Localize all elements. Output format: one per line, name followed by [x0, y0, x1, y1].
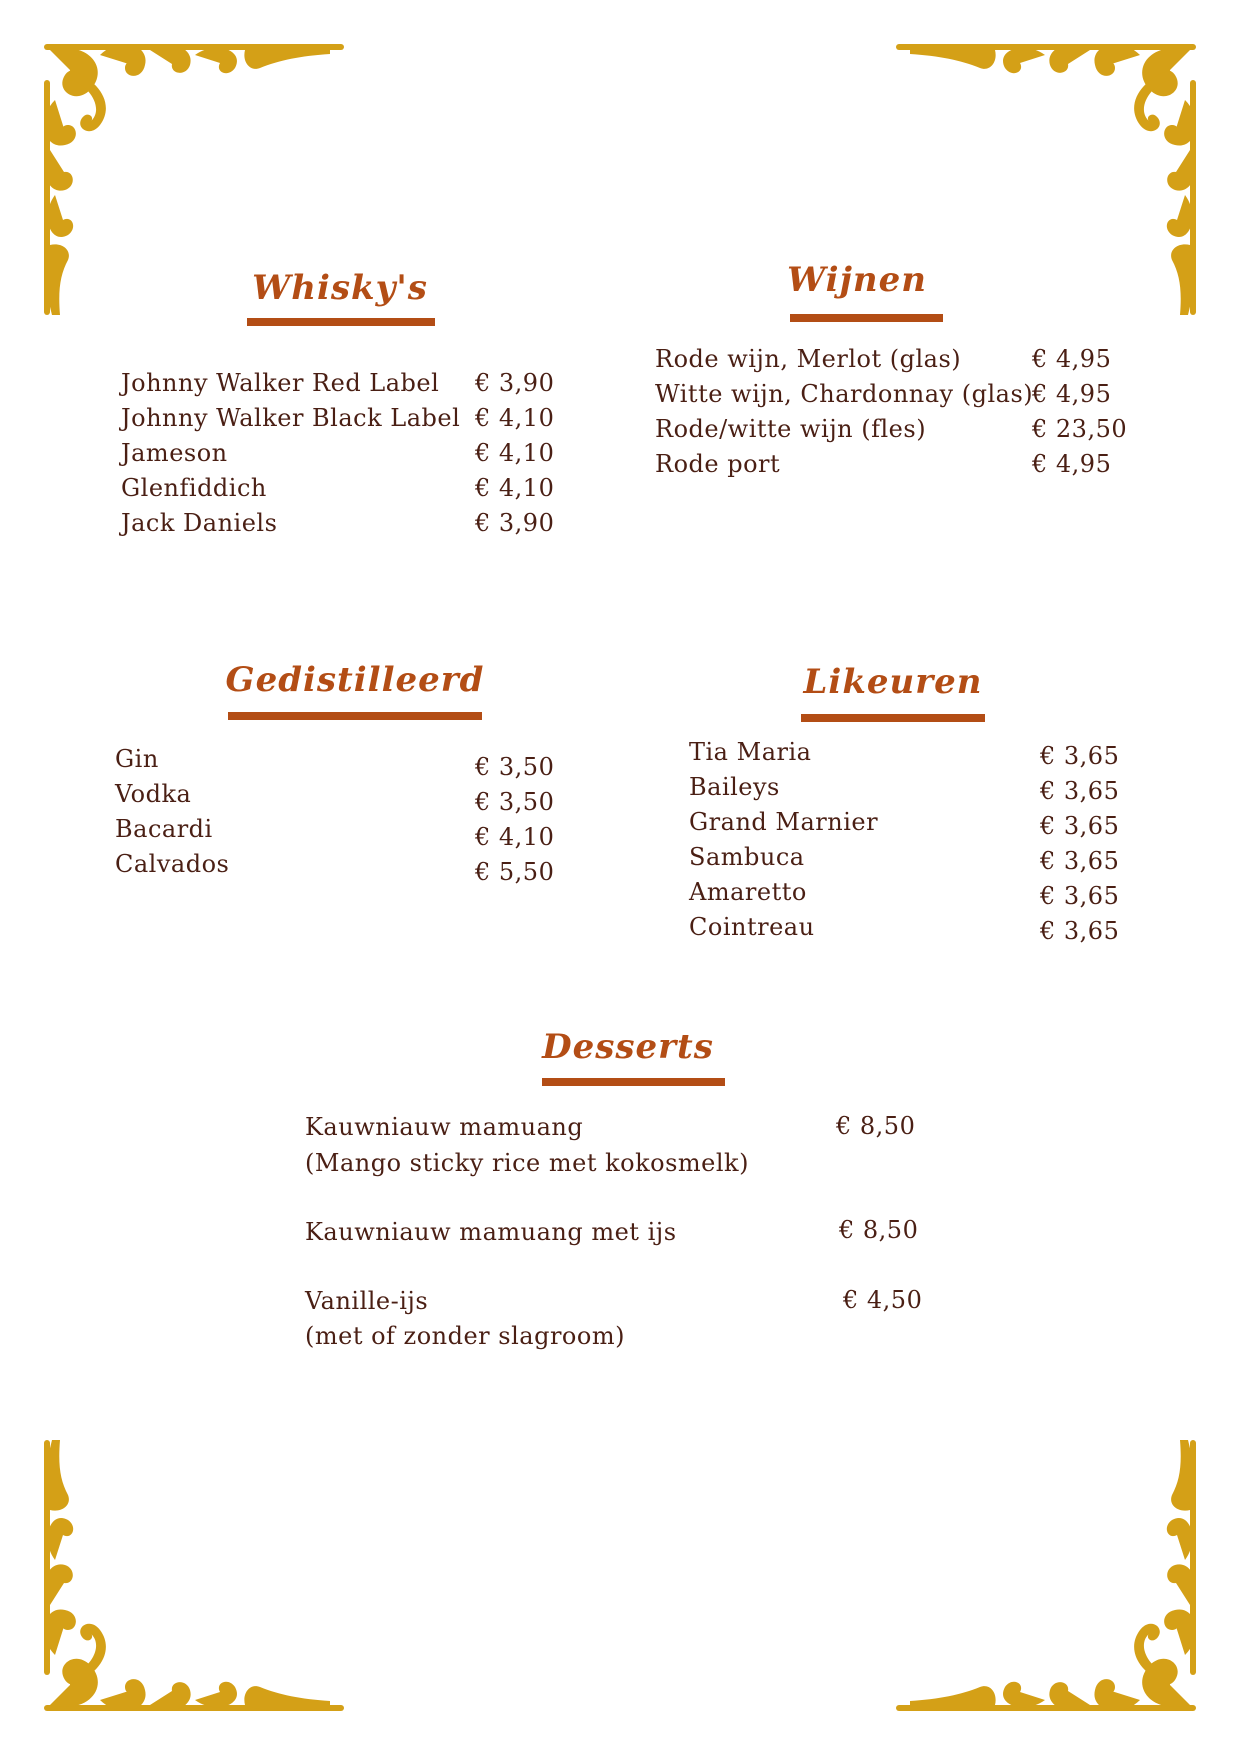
- gedistilleerd-item-name: Vodka: [115, 780, 192, 808]
- gedistilleerd-item-name: Calvados: [115, 850, 230, 878]
- gedistilleerd-item-price: € 4,10: [475, 823, 555, 851]
- underline-likeuren: [801, 714, 985, 722]
- dessert-item-price: € 8,50: [839, 1216, 919, 1244]
- wijnen-item-price: € 23,50: [1032, 415, 1128, 443]
- wijnen-item-price: € 4,95: [1032, 450, 1112, 478]
- wijnen-item-name: Rode port: [655, 450, 781, 478]
- dessert-item-note: (Mango sticky rice met kokosmelk): [305, 1149, 749, 1177]
- gedistilleerd-item-price: € 3,50: [475, 753, 555, 781]
- gedistilleerd-item-name: Gin: [115, 745, 159, 773]
- gedistilleerd-item-name: Bacardi: [115, 815, 213, 843]
- likeuren-item-name: Baileys: [689, 773, 780, 801]
- whisky-item-price: € 3,90: [475, 369, 555, 397]
- likeuren-item-name: Sambuca: [689, 843, 805, 871]
- heading-whisky: Whisky's: [252, 268, 428, 308]
- underline-desserts: [542, 1078, 725, 1086]
- gedistilleerd-item-price: € 5,50: [475, 858, 555, 886]
- whisky-item-name: Johnny Walker Black Label: [121, 404, 461, 432]
- likeuren-item-name: Tia Maria: [689, 738, 812, 766]
- underline-gedistilleerd: [228, 712, 482, 720]
- corner-ornament-top-right-icon: [880, 30, 1210, 330]
- likeuren-item-price: € 3,65: [1040, 777, 1120, 805]
- corner-ornament-bottom-left-icon: [30, 1425, 360, 1725]
- wijnen-item-price: € 4,95: [1032, 345, 1112, 373]
- likeuren-item-name: Amaretto: [689, 878, 807, 906]
- gedistilleerd-item-price: € 3,50: [475, 788, 555, 816]
- heading-wijnen: Wijnen: [787, 260, 927, 300]
- whisky-item-name: Johnny Walker Red Label: [121, 369, 440, 397]
- corner-ornament-bottom-right-icon: [880, 1425, 1210, 1725]
- whisky-item-price: € 4,10: [475, 439, 555, 467]
- wijnen-item-name: Rode wijn, Merlot (glas): [655, 345, 962, 373]
- likeuren-item-price: € 3,65: [1040, 742, 1120, 770]
- likeuren-item-price: € 3,65: [1040, 917, 1120, 945]
- whisky-item-price: € 4,10: [475, 474, 555, 502]
- likeuren-item-name: Cointreau: [689, 913, 815, 941]
- heading-desserts: Desserts: [542, 1027, 714, 1067]
- heading-likeuren: Likeuren: [803, 662, 983, 702]
- whisky-item-name: Jameson: [121, 439, 228, 467]
- likeuren-item-name: Grand Marnier: [689, 808, 879, 836]
- whisky-item-name: Jack Daniels: [121, 509, 278, 537]
- dessert-item-name: Kauwniauw mamuang met ijs: [305, 1218, 677, 1246]
- whisky-item-price: € 4,10: [475, 404, 555, 432]
- underline-whisky: [247, 318, 435, 326]
- whisky-item-name: Glenfiddich: [121, 474, 267, 502]
- dessert-item-name: Vanille-ijs: [305, 1287, 429, 1315]
- likeuren-item-price: € 3,65: [1040, 847, 1120, 875]
- likeuren-item-price: € 3,65: [1040, 882, 1120, 910]
- wijnen-item-name: Rode/witte wijn (fles): [655, 415, 927, 443]
- dessert-item-price: € 8,50: [836, 1112, 916, 1140]
- whisky-item-price: € 3,90: [475, 509, 555, 537]
- heading-gedistilleerd: Gedistilleerd: [225, 660, 485, 700]
- underline-wijnen: [790, 314, 943, 322]
- dessert-item-price: € 4,50: [843, 1286, 923, 1314]
- dessert-item-note: (met of zonder slagroom): [305, 1322, 625, 1350]
- wijnen-item-name: Witte wijn, Chardonnay (glas): [655, 380, 1034, 408]
- wijnen-item-price: € 4,95: [1032, 380, 1112, 408]
- dessert-item-name: Kauwniauw mamuang: [305, 1113, 584, 1141]
- likeuren-item-price: € 3,65: [1040, 812, 1120, 840]
